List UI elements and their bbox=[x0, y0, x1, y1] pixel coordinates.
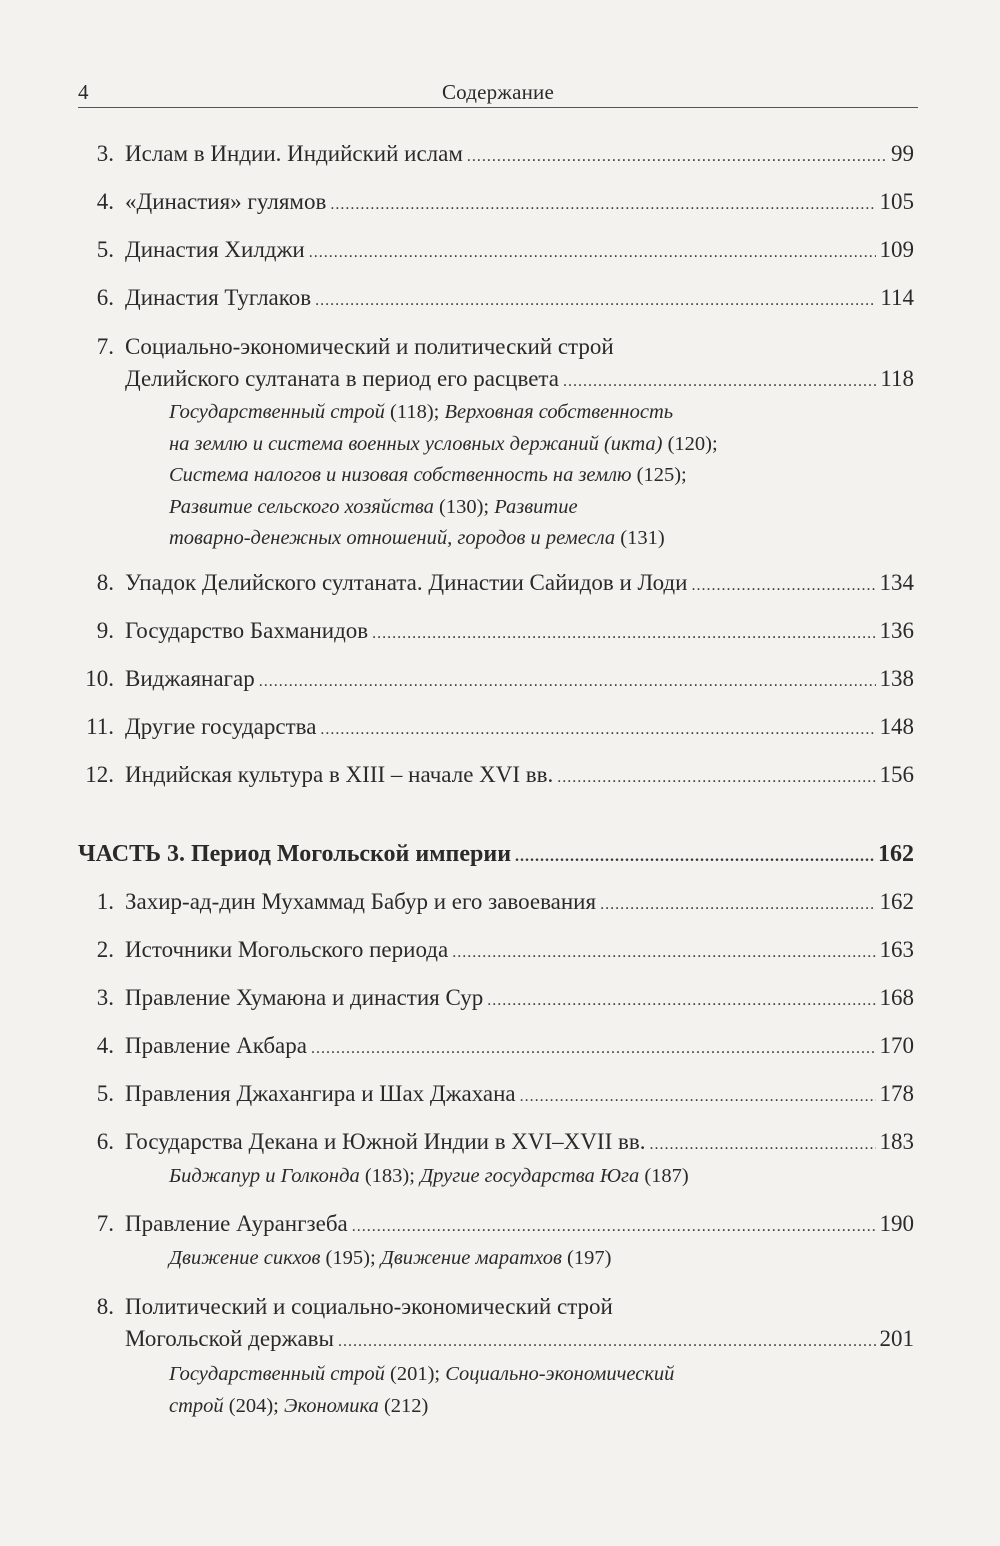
toc-entry[interactable] bbox=[78, 664, 914, 694]
entry-number: 6. bbox=[96, 285, 114, 310]
toc-entry[interactable] bbox=[78, 1127, 914, 1157]
toc-part-heading[interactable] bbox=[78, 839, 914, 869]
toc-entry[interactable] bbox=[78, 139, 914, 169]
entry-title: Ислам в Индии. Индийский ислам bbox=[125, 141, 463, 166]
toc-entry[interactable] bbox=[78, 760, 914, 790]
entry-number: 4. bbox=[96, 189, 114, 214]
entry-number: 8. bbox=[96, 1294, 114, 1319]
entry-number: 5. bbox=[96, 237, 114, 262]
entry-page: 168 bbox=[879, 985, 914, 1010]
header-rule bbox=[78, 107, 918, 108]
toc-entry[interactable] bbox=[78, 712, 914, 742]
page-number: 4 bbox=[78, 80, 89, 104]
dot-leader bbox=[691, 571, 875, 601]
subtopic: Государственный строй bbox=[169, 401, 385, 423]
dot-leader bbox=[372, 619, 875, 649]
dot-leader bbox=[330, 190, 875, 220]
entry-title: Государства Декана и Южной Индии в XVI–XVII вв. bbox=[125, 1129, 646, 1154]
subtopic: Развитие сельского хозяйства bbox=[169, 495, 434, 518]
dot-leader bbox=[338, 1327, 876, 1357]
subtopic: Биджапур и Голконда bbox=[169, 1165, 360, 1187]
entry-title: Правления Джахангира и Шах Джахана bbox=[125, 1081, 516, 1106]
entry-number: 5. bbox=[96, 1081, 114, 1106]
entry-number: 2. bbox=[96, 937, 114, 962]
entry-subtopics: Государственный строй (201); Социально-экономический строй (204); Экономика (212) bbox=[169, 1363, 675, 1417]
dot-leader bbox=[320, 715, 875, 745]
toc-entry[interactable] bbox=[78, 1031, 914, 1061]
entry-title: Источники Могольского периода bbox=[125, 937, 449, 962]
entry-title-line1: Политический и социально-экономический строй bbox=[125, 1294, 613, 1319]
toc-entry[interactable] bbox=[78, 235, 914, 265]
running-title: Содержание bbox=[441, 80, 555, 104]
toc-entry[interactable] bbox=[78, 1324, 914, 1354]
entry-title: Упадок Делийского султаната. Династии Сайидов и Лоди bbox=[125, 570, 688, 595]
entry-title: Индийская культура в XIII – начале XVI вв. bbox=[125, 762, 554, 787]
subtopic: Государственный строй bbox=[169, 1363, 385, 1385]
entry-number: 9. bbox=[96, 618, 114, 643]
toc-entry[interactable] bbox=[78, 1079, 914, 1109]
subtopic: на землю и система военных условных держаний (икта) bbox=[169, 432, 663, 455]
entry-page: 183 bbox=[879, 1129, 914, 1154]
running-head bbox=[78, 76, 918, 106]
entry-page: 148 bbox=[879, 714, 914, 739]
toc-entry[interactable] bbox=[78, 935, 914, 965]
entry-number: 10. bbox=[85, 666, 114, 691]
entry-subtopics: Биджапур и Голконда (183); Другие государства Юга (187) bbox=[169, 1165, 689, 1187]
entry-title: Правление Акбара bbox=[125, 1033, 307, 1058]
entry-title: Правление Аурангзеба bbox=[125, 1211, 348, 1236]
toc-entry[interactable] bbox=[78, 187, 914, 217]
entry-page: 190 bbox=[879, 1211, 914, 1236]
subtopic: Экономика bbox=[284, 1394, 379, 1417]
subtopic: Движение сикхов bbox=[169, 1247, 321, 1269]
subtopic: Движение маратхов bbox=[380, 1247, 562, 1269]
entry-number: 3. bbox=[96, 141, 114, 166]
entry-title: Правление Хумаюна и династия Сур bbox=[125, 985, 484, 1010]
dot-leader bbox=[315, 286, 876, 316]
entry-page: 170 bbox=[879, 1033, 914, 1058]
entry-number: 7. bbox=[96, 1211, 114, 1236]
toc-entry[interactable] bbox=[78, 364, 914, 394]
subtopic: строй bbox=[169, 1394, 224, 1417]
toc-entry[interactable] bbox=[78, 568, 914, 598]
entry-page: 138 bbox=[879, 666, 914, 691]
dot-leader bbox=[563, 367, 876, 397]
subtopic: Развитие bbox=[494, 495, 578, 518]
toc-entry[interactable] bbox=[78, 983, 914, 1013]
toc-entry[interactable] bbox=[78, 283, 914, 313]
dot-leader bbox=[487, 986, 875, 1016]
entry-title: Могольской державы bbox=[125, 1326, 334, 1351]
entry-page: 105 bbox=[879, 189, 914, 214]
dot-leader bbox=[352, 1212, 876, 1242]
entry-page: 134 bbox=[879, 570, 914, 595]
entry-number: 6. bbox=[96, 1129, 114, 1154]
entry-number: 11. bbox=[86, 714, 114, 739]
subtopic: Другие государства Юга bbox=[420, 1165, 640, 1187]
toc-entry[interactable] bbox=[78, 887, 914, 917]
entry-title: Династия Хилджи bbox=[125, 237, 305, 262]
toc-entry-first-line[interactable] bbox=[78, 332, 914, 362]
entry-page: 178 bbox=[879, 1081, 914, 1106]
entry-page: 156 bbox=[879, 762, 914, 787]
entry-title: Виджаянагар bbox=[125, 666, 255, 691]
entry-page: 118 bbox=[880, 366, 914, 391]
dot-leader bbox=[649, 1130, 875, 1160]
dot-leader bbox=[452, 938, 875, 968]
subtopic: Социально-экономический bbox=[445, 1363, 675, 1385]
entry-title: Династия Туглаков bbox=[125, 285, 312, 310]
dot-leader bbox=[259, 667, 876, 697]
subtopic: Система налогов и низовая собственность на землю bbox=[169, 464, 632, 486]
dot-leader bbox=[520, 1082, 876, 1112]
entry-page: 162 bbox=[879, 889, 914, 914]
dot-leader bbox=[515, 842, 874, 872]
entry-title-line1: Социально-экономический и политический строй bbox=[125, 334, 614, 359]
entry-number: 12. bbox=[85, 762, 114, 787]
toc-entry[interactable] bbox=[78, 1209, 914, 1239]
entry-number: 8. bbox=[96, 570, 114, 595]
entry-number: 4. bbox=[96, 1033, 114, 1058]
toc-entry-first-line[interactable] bbox=[78, 1292, 914, 1322]
dot-leader bbox=[600, 890, 875, 920]
subtopic: Верховная собственность bbox=[444, 401, 674, 423]
entry-title: «Династия» гулямов bbox=[125, 189, 327, 214]
entry-subtopics: Движение сикхов (195); Движение маратхов (197) bbox=[169, 1247, 612, 1269]
part-page: 162 bbox=[878, 841, 914, 867]
dot-leader bbox=[311, 1034, 876, 1064]
entry-page: 114 bbox=[880, 285, 914, 310]
dot-leader bbox=[467, 142, 887, 172]
part-title: ЧАСТЬ 3. Период Могольской империи bbox=[78, 841, 512, 867]
entry-page: 136 bbox=[879, 618, 914, 643]
entry-title: Другие государства bbox=[125, 714, 317, 739]
entry-subtopics: Государственный строй (118); Верховная собственность на землю и система военных условных держаний (икта) (120); Система налогов и низовая собственность на землю (125); Развитие сельского хозяйства (130); Развитие товарно-денежных отношений, городов и ремесла (131) bbox=[169, 401, 718, 549]
entry-title: Захир-ад-дин Мухаммад Бабур и его завоевания bbox=[125, 889, 597, 914]
entry-title: Делийского султаната в период его расцвета bbox=[125, 366, 559, 391]
dot-leader bbox=[557, 763, 875, 793]
entry-number: 1. bbox=[96, 889, 114, 914]
toc-entry[interactable] bbox=[78, 616, 914, 646]
entry-title: Государство Бахманидов bbox=[125, 618, 369, 643]
dot-leader bbox=[309, 238, 876, 268]
entry-number: 7. bbox=[96, 334, 114, 359]
entry-page: 109 bbox=[879, 237, 914, 262]
subtopic: товарно-денежных отношений, городов и ремесла bbox=[169, 527, 616, 549]
entry-number: 3. bbox=[96, 985, 114, 1010]
entry-page: 99 bbox=[891, 141, 914, 166]
entry-page: 163 bbox=[879, 937, 914, 962]
entry-page: 201 bbox=[879, 1326, 914, 1351]
